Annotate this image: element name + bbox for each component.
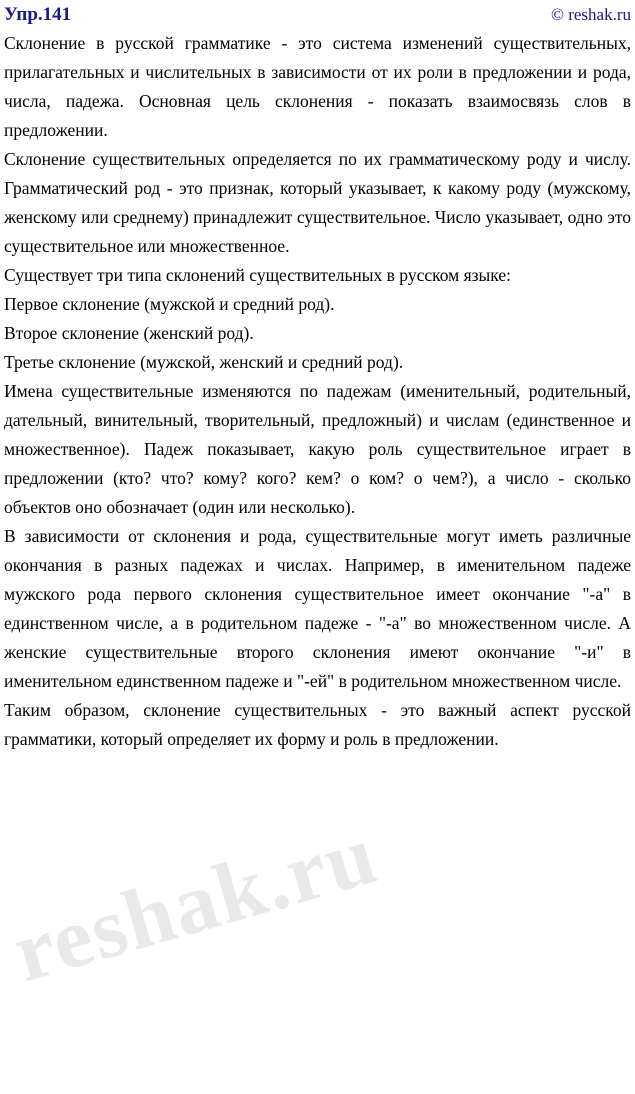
paragraph: В зависимости от склонения и рода, существительные могут иметь различные окончания в разных падежах и числах. Например, в именительном падеже мужского рода первого склонения существительное имеет окончание "-а" в единственном числе, а в родительном падеже - "-а" во множественном числе. А женские существительные второго склонения имеют окончание "-и" в именительном единственном падеже и "-ей" в родительном множественном числе. [4,526,631,691]
page-header [4,4,631,26]
exercise-title: Упр.141 [4,4,72,25]
document-body [4,29,631,754]
paragraph: Склонение в русской грамматике - это система изменений существительных, прилагательных и числительных в зависимости от их роли в предложении и рода, числа, падежа. Основная цель склонения - показать взаимосвязь слов в предложении. [4,33,631,140]
paragraph: Первое склонение (мужской и средний род). [4,294,335,314]
paragraph: Третье склонение (мужской, женский и средний род). [4,352,404,372]
copyright-notice: © reshak.ru [551,5,631,24]
paragraph: Таким образом, склонение существительных - это важный аспект русской грамматики, который определяет их форму и роль в предложении. [4,700,631,749]
paragraph: Второе склонение (женский род). [4,323,254,343]
paragraph: Имена существительные изменяются по падежам (именительный, родительный, дательный, винительный, творительный, предложный) и числам (единственное и множественное). Падеж показывает, какую роль существительное играет в предложении (кто? что? кому? кого? кем? о ком? о чем?), а число - сколько объектов оно обозначает (один или несколько). [4,381,631,517]
paragraph: Существует три типа склонений существительных в русском языке: [4,265,512,285]
paragraph: Склонение существительных определяется по их грамматическому роду и числу. Грамматический род - это признак, который указывает, к какому роду (мужскому, женскому или среднему) принадлежит существительное. Число указывает, одно это существительное или множественное. [4,149,631,256]
watermark-text: reshak.ru [2,805,388,1001]
